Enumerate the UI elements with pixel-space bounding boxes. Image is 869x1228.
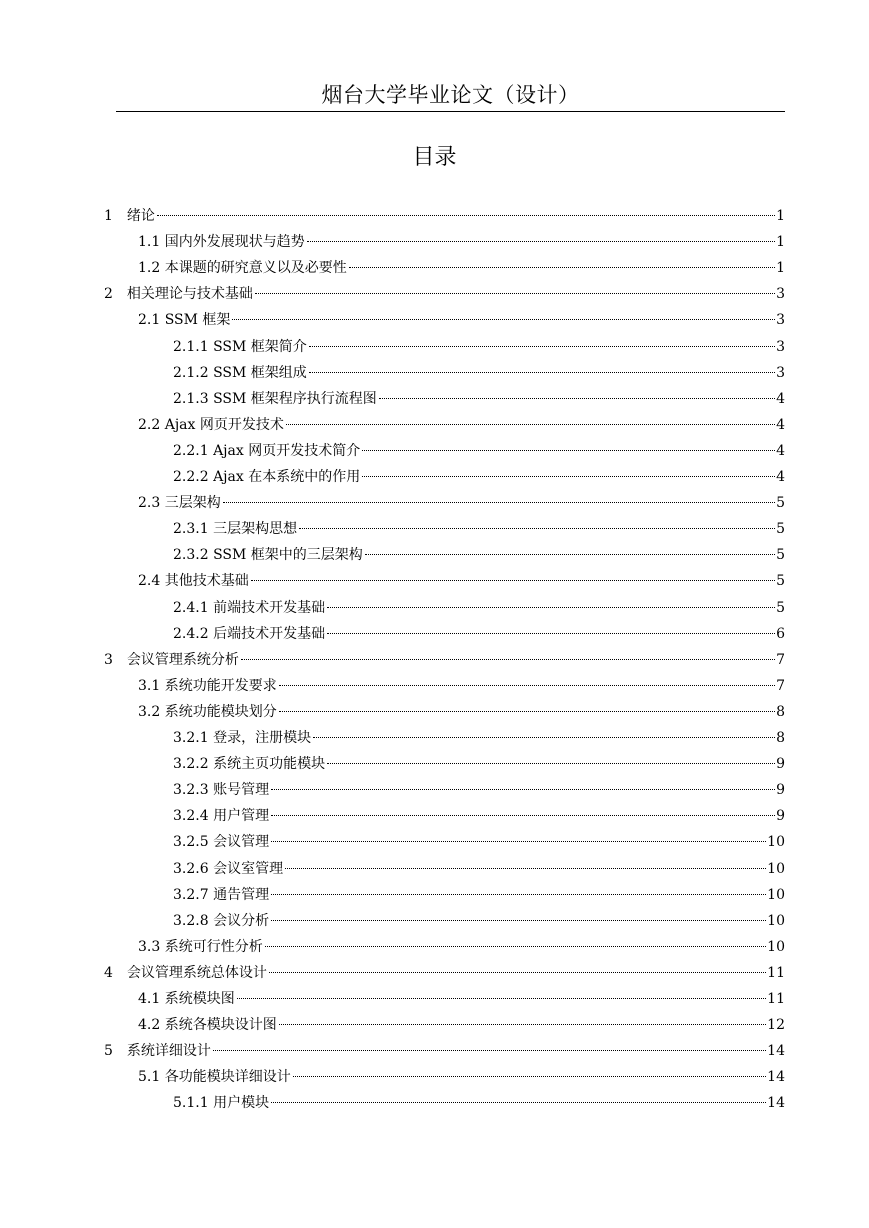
toc-dot-leader xyxy=(299,528,775,529)
toc-entry[interactable] xyxy=(173,753,785,775)
toc-entry[interactable] xyxy=(138,701,785,723)
toc-entry-page-number: 5 xyxy=(776,573,785,589)
toc-dot-leader xyxy=(286,424,775,425)
toc-dot-leader xyxy=(223,502,775,503)
toc-dot-leader xyxy=(327,607,775,608)
toc-entry[interactable] xyxy=(138,1066,785,1088)
toc-dot-leader xyxy=(232,319,775,320)
toc-entry[interactable] xyxy=(138,492,785,514)
toc-dot-leader xyxy=(157,215,775,216)
toc-entry[interactable] xyxy=(173,831,785,853)
toc-entry-label: 2 相关理论与技术基础 xyxy=(104,286,253,302)
toc-dot-leader xyxy=(293,1076,766,1077)
toc-entry[interactable] xyxy=(138,1014,785,1036)
toc-entry-label: 2.2.2 Ajax 在本系统中的作用 xyxy=(173,469,361,485)
toc-entry-page-number: 9 xyxy=(776,808,785,824)
toc-entry[interactable] xyxy=(138,936,785,958)
toc-entry[interactable] xyxy=(173,910,785,932)
toc-entry-label: 2.3 三层架构 xyxy=(138,495,221,511)
toc-entry-page-number: 8 xyxy=(776,730,785,746)
toc-entry-label: 2.4.2 后端技术开发基础 xyxy=(173,626,326,642)
toc-entry-label: 3.2.4 用户管理 xyxy=(173,808,270,824)
toc-entry[interactable] xyxy=(104,205,785,227)
toc-dot-leader xyxy=(327,633,775,634)
toc-entry-label: 1.1 国内外发展现状与趋势 xyxy=(138,234,305,250)
toc-dot-leader xyxy=(271,815,775,816)
toc-dot-leader xyxy=(271,841,766,842)
page-header xyxy=(116,80,785,112)
toc-dot-leader xyxy=(313,737,775,738)
toc-entry-page-number: 5 xyxy=(776,495,785,511)
toc-dot-leader xyxy=(237,998,766,999)
toc-entry-label: 1 绪论 xyxy=(104,208,155,224)
toc-entry[interactable] xyxy=(173,544,785,566)
toc-entry-label: 3.2.8 会议分析 xyxy=(173,913,270,929)
toc-entry[interactable] xyxy=(173,1092,785,1114)
toc-entry-page-number: 14 xyxy=(767,1095,785,1111)
toc-dot-leader xyxy=(251,580,775,581)
toc-entry-page-number: 10 xyxy=(767,834,785,850)
toc-entry-page-number: 14 xyxy=(767,1069,785,1085)
toc-dot-leader xyxy=(271,894,766,895)
toc-entry-page-number: 5 xyxy=(776,600,785,616)
toc-entry[interactable] xyxy=(173,388,785,410)
toc-entry[interactable] xyxy=(138,257,785,279)
toc-dot-leader xyxy=(307,241,775,242)
toc-entry-label: 2.1 SSM 框架 xyxy=(138,312,231,328)
toc-entry[interactable] xyxy=(173,597,785,619)
toc-entry-label: 1.2 本课题的研究意义以及必要性 xyxy=(138,260,347,276)
toc-entry-page-number: 4 xyxy=(776,469,785,485)
toc-entry[interactable] xyxy=(173,884,785,906)
toc-entry-page-number: 7 xyxy=(776,652,785,668)
toc-entry-label: 3.3 系统可行性分析 xyxy=(138,939,263,955)
toc-entry[interactable] xyxy=(138,231,785,253)
toc-entry-page-number: 3 xyxy=(776,286,785,302)
toc-entry-label: 2.1.1 SSM 框架简介 xyxy=(173,339,307,355)
toc-entry-label: 5.1 各功能模块详细设计 xyxy=(138,1069,291,1085)
toc-dot-leader xyxy=(285,868,766,869)
toc-entry-page-number: 3 xyxy=(776,365,785,381)
toc-entry-label: 2.4.1 前端技术开发基础 xyxy=(173,600,326,616)
toc-dot-leader xyxy=(269,972,766,973)
toc-entry-page-number: 8 xyxy=(776,704,785,720)
toc-entry-label: 3.2.6 会议室管理 xyxy=(173,861,284,877)
toc-entry-label: 4.2 系统各模块设计图 xyxy=(138,1017,277,1033)
toc-entry-page-number: 9 xyxy=(776,782,785,798)
toc-entry[interactable] xyxy=(173,727,785,749)
toc-entry[interactable] xyxy=(173,858,785,880)
toc-entry[interactable] xyxy=(138,675,785,697)
toc-title: 目录 xyxy=(412,145,457,170)
toc-entry[interactable] xyxy=(173,518,785,540)
toc-dot-leader xyxy=(265,946,766,947)
toc-entry[interactable] xyxy=(173,805,785,827)
toc-entry[interactable] xyxy=(104,649,785,671)
toc-entry-label: 3.2.1 登录，注册模块 xyxy=(173,730,312,746)
toc-entry-page-number: 6 xyxy=(776,626,785,642)
header-title: 烟台大学毕业论文（设计） xyxy=(321,83,580,107)
toc-entry-page-number: 11 xyxy=(767,991,785,1007)
toc-entry[interactable] xyxy=(173,779,785,801)
toc-entry-page-number: 4 xyxy=(776,417,785,433)
toc-entry-page-number: 14 xyxy=(767,1043,785,1059)
toc-entry-page-number: 12 xyxy=(767,1017,785,1033)
toc-entry[interactable] xyxy=(104,283,785,305)
toc-entry-label: 2.1.2 SSM 框架组成 xyxy=(173,365,307,381)
toc-entry-page-number: 3 xyxy=(776,339,785,355)
toc-entry[interactable] xyxy=(104,1040,785,1062)
toc-entry-page-number: 1 xyxy=(776,260,785,276)
toc-entry-label: 2.2 Ajax 网页开发技术 xyxy=(138,417,284,433)
toc-entry-label: 3.2.2 系统主页功能模块 xyxy=(173,756,326,772)
toc-dot-leader xyxy=(271,1102,766,1103)
toc-entry-label: 3.2.7 通告管理 xyxy=(173,887,270,903)
toc-entry-page-number: 10 xyxy=(767,939,785,955)
toc-entry-label: 3.2.5 会议管理 xyxy=(173,834,270,850)
toc-entry-label: 2.4 其他技术基础 xyxy=(138,573,249,589)
toc-dot-leader xyxy=(271,789,775,790)
toc-entry-page-number: 1 xyxy=(776,234,785,250)
toc-entry[interactable] xyxy=(138,988,785,1010)
toc-entry[interactable] xyxy=(138,309,785,331)
toc-entry-page-number: 9 xyxy=(776,756,785,772)
toc-entry-page-number: 7 xyxy=(776,678,785,694)
toc-entry-page-number: 1 xyxy=(776,208,785,224)
toc-entry[interactable] xyxy=(173,336,785,358)
toc-dot-leader xyxy=(279,1024,766,1025)
toc-entry-page-number: 4 xyxy=(776,443,785,459)
toc-entry-label: 2.3.2 SSM 框架中的三层架构 xyxy=(173,547,363,563)
toc-entry-label: 3.2 系统功能模块划分 xyxy=(138,704,277,720)
toc-dot-leader xyxy=(279,711,775,712)
toc-entry[interactable] xyxy=(138,414,785,436)
toc-dot-leader xyxy=(279,685,775,686)
toc-entry-page-number: 5 xyxy=(776,521,785,537)
toc-entry-page-number: 5 xyxy=(776,547,785,563)
toc-entry-label: 4.1 系统模块图 xyxy=(138,991,235,1007)
toc-entry-label: 3 会议管理系统分析 xyxy=(104,652,239,668)
toc-entry[interactable] xyxy=(173,466,785,488)
toc-entry-page-number: 10 xyxy=(767,861,785,877)
toc-dot-leader xyxy=(349,267,775,268)
toc-entry[interactable] xyxy=(173,623,785,645)
toc-entry[interactable] xyxy=(173,440,785,462)
toc-entry-label: 3.1 系统功能开发要求 xyxy=(138,678,277,694)
toc-dot-leader xyxy=(379,398,775,399)
toc-entry-page-number: 3 xyxy=(776,312,785,328)
toc-dot-leader xyxy=(309,372,775,373)
toc-entry-label: 3.2.3 账号管理 xyxy=(173,782,270,798)
toc-entry-label: 2.3.1 三层架构思想 xyxy=(173,521,298,537)
toc-entry-page-number: 11 xyxy=(767,965,785,981)
toc-dot-leader xyxy=(255,293,775,294)
toc-entry-page-number: 4 xyxy=(776,391,785,407)
toc-dot-leader xyxy=(213,1050,766,1051)
toc-entry-label: 5 系统详细设计 xyxy=(104,1043,211,1059)
toc-entry[interactable] xyxy=(104,962,785,984)
toc-entry-page-number: 10 xyxy=(767,913,785,929)
toc-dot-leader xyxy=(362,450,775,451)
toc-entry[interactable] xyxy=(173,362,785,384)
toc-entry-label: 4 会议管理系统总体设计 xyxy=(104,965,267,981)
toc-dot-leader xyxy=(327,763,775,764)
toc-dot-leader xyxy=(362,476,775,477)
toc-entry[interactable] xyxy=(138,570,785,592)
toc-dot-leader xyxy=(241,659,775,660)
toc-dot-leader xyxy=(365,554,775,555)
toc-entry-label: 2.1.3 SSM 框架程序执行流程图 xyxy=(173,391,377,407)
toc-entry-label: 2.2.1 Ajax 网页开发技术简介 xyxy=(173,443,361,459)
toc-dot-leader xyxy=(271,920,766,921)
toc-dot-leader xyxy=(309,346,775,347)
toc-entry-page-number: 10 xyxy=(767,887,785,903)
toc-entry-label: 5.1.1 用户模块 xyxy=(173,1095,270,1111)
